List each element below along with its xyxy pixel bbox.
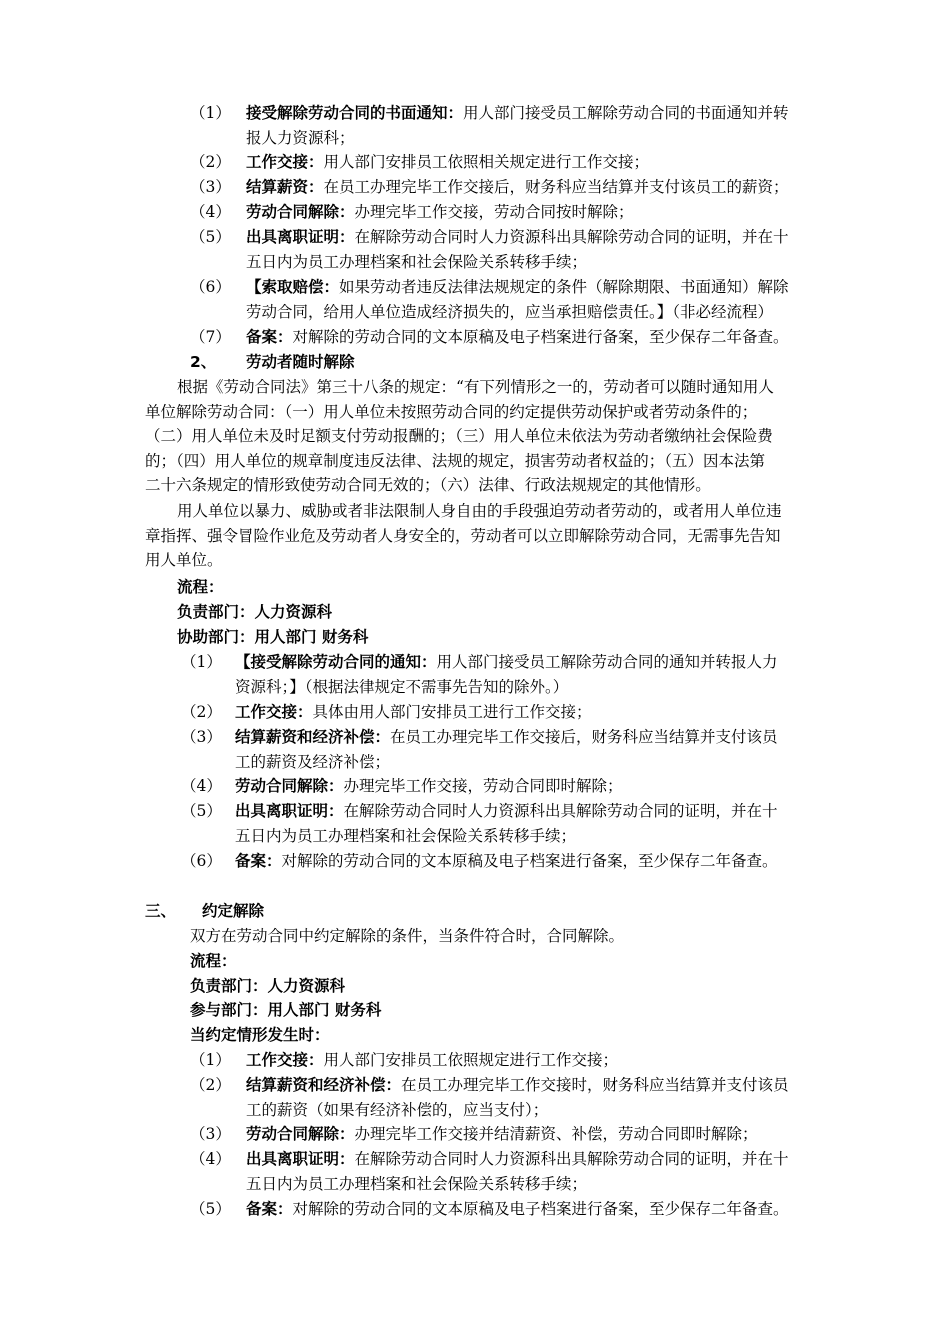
section-title: 劳动者随时解除 [246, 353, 355, 371]
flow-label: 流程： [190, 952, 237, 970]
item-text-continued: 五日内为员工办理档案和社会保险关系转移手续； [235, 826, 577, 845]
item-term: 出具离职证明： [235, 802, 344, 820]
responsible-dept-label: 负责部门：人力资源科 [177, 603, 333, 621]
item-text: 在员工办理完毕工作交接后，财务科应当结算并支付该员 [390, 728, 778, 746]
item-number: （5） [190, 1200, 231, 1218]
item-number: （4） [190, 203, 231, 221]
item-text: 在员工办理完毕工作交接时，财务科应当结算并支付该员 [401, 1076, 789, 1094]
item-text: 办理完毕工作交接，劳动合同即时解除； [343, 777, 623, 795]
item-text-continued: 工的薪资及经济补偿； [235, 752, 391, 771]
item-text: 办理完毕工作交接并结清薪资、补偿，劳动合同即时解除； [354, 1125, 758, 1143]
item-term: 结算薪资和经济补偿： [235, 728, 391, 746]
item-text: 用人部门安排员工依照相关规定进行工作交接； [323, 153, 650, 171]
item-text: 在解除劳动合同时人力资源科出具解除劳动合同的证明，并在十 [343, 802, 778, 820]
item-number: （6） [190, 278, 231, 296]
paragraph-line: 章指挥、强令冒险作业危及劳动者人身安全的，劳动者可以立即解除劳动合同，无需事先告知 [145, 526, 781, 545]
paragraph-line: 根据《劳动合同法》第三十八条的规定：“有下列情形之一的，劳动者可以随时通知用人 [177, 378, 774, 396]
item-text-continued: 劳动合同，给用人单位造成经济损失的，应当承担赔偿责任。】（非必经流程） [246, 302, 774, 321]
item-term: 工作交接： [246, 153, 324, 171]
item-number: （1） [190, 1051, 231, 1069]
item-term: 备案： [246, 328, 293, 346]
item-term: 结算薪资和经济补偿： [246, 1076, 402, 1094]
item-number: （6） [181, 852, 222, 870]
item-text-continued: 工的薪资（如果有经济补偿的，应当支付）； [246, 1100, 549, 1119]
paragraph-line: 二十六条规定的情形致使劳动合同无效的；（六）法律、行政法规规定的其他情形。 [145, 476, 711, 494]
item-text: 在解除劳动合同时人力资源科出具解除劳动合同的证明，并在十 [354, 228, 789, 246]
item-term: 劳动合同解除： [246, 203, 355, 221]
item-term: 工作交接： [246, 1051, 324, 1069]
item-text: 用人部门安排员工依照规定进行工作交接； [323, 1051, 619, 1069]
item-text: 对解除的劳动合同的文本原稿及电子档案进行备案，至少保存二年备查。 [292, 1200, 789, 1218]
section-title: 约定解除 [202, 902, 265, 920]
item-term: 【索取赔偿： [246, 278, 340, 296]
section-intro: 双方在劳动合同中约定解除的条件，当条件符合时，合同解除。 [190, 927, 625, 945]
item-text: 办理完毕工作交接，劳动合同按时解除； [354, 203, 634, 221]
assist-dept-label: 协助部门：用人部门 财务科 [177, 628, 369, 646]
item-term: 接受解除劳动合同的书面通知： [246, 104, 464, 122]
item-text-continued: 五日内为员工办理档案和社会保险关系转移手续； [246, 1174, 588, 1193]
condition-label: 当约定情形发生时： [190, 1026, 330, 1044]
item-text: 对解除的劳动合同的文本原稿及电子档案进行备案，至少保存二年备查。 [281, 852, 778, 870]
item-text: 用人部门接受员工解除劳动合同的通知并转报人力 [436, 653, 778, 671]
item-text: 如果劳动者违反法律法规规定的条件（解除期限、书面通知）解除 [339, 278, 789, 296]
section-number: 2、 [190, 353, 217, 371]
item-number: （1） [190, 104, 231, 122]
participating-dept-label: 参与部门：用人部门 财务科 [190, 1001, 382, 1019]
paragraph [145, 499, 782, 573]
paragraph-line: 用人单位以暴力、威胁或者非法限制人身自由的手段强迫劳动者劳动的，或者用人单位违 [177, 502, 782, 520]
responsible-dept-label: 负责部门：人力资源科 [190, 977, 346, 995]
item-text: 对解除的劳动合同的文本原稿及电子档案进行备案，至少保存二年备查。 [292, 328, 789, 346]
paragraph [145, 375, 774, 498]
item-number: （3） [181, 728, 222, 746]
item-number: （5） [181, 802, 222, 820]
item-number: （2） [190, 1076, 231, 1094]
item-text: 具体由用人部门安排员工进行工作交接； [312, 703, 592, 721]
item-term: 出具离职证明： [246, 228, 355, 246]
item-term: 备案： [235, 852, 282, 870]
flow-label: 流程： [177, 578, 224, 596]
item-text: 在解除劳动合同时人力资源科出具解除劳动合同的证明，并在十 [354, 1150, 789, 1168]
item-term: 劳动合同解除： [246, 1125, 355, 1143]
paragraph-line: 单位解除劳动合同：（一）用人单位未按照劳动合同的约定提供劳动保护或者劳动条件的； [145, 402, 758, 421]
item-number: （7） [190, 328, 231, 346]
item-term: 【接受解除劳动合同的通知： [235, 653, 437, 671]
item-term: 出具离职证明： [246, 1150, 355, 1168]
item-text-continued: 五日内为员工办理档案和社会保险关系转移手续； [246, 252, 588, 271]
item-text: 用人部门接受员工解除劳动合同的书面通知并转 [463, 104, 789, 122]
paragraph-line: （二）用人单位未及时足额支付劳动报酬的；（三）用人单位未依法为劳动者缴纳社会保险费 [145, 427, 773, 445]
paragraph-line: 的；（四）用人单位的规章制度违反法律、法规的规定，损害劳动者权益的；（五）因本法第 [145, 451, 766, 470]
item-number: （1） [181, 653, 222, 671]
item-text: 在员工办理完毕工作交接后，财务科应当结算并支付该员工的薪资； [323, 178, 789, 196]
item-number: （2） [190, 153, 231, 171]
item-number: （3） [190, 178, 231, 196]
item-term: 工作交接： [235, 703, 313, 721]
item-term: 结算薪资： [246, 178, 324, 196]
item-text-continued: 资源科；】（根据法律规定不需事先告知的除外。） [235, 677, 569, 696]
item-number: （4） [181, 777, 222, 795]
item-term: 备案： [246, 1200, 293, 1218]
item-number: （5） [190, 228, 231, 246]
item-number: （4） [190, 1150, 231, 1168]
paragraph-line: 用人单位。 [145, 551, 223, 569]
item-number: （3） [190, 1125, 231, 1143]
item-number: （2） [181, 703, 222, 721]
item-term: 劳动合同解除： [235, 777, 344, 795]
item-text-continued: 报人力资源科； [246, 128, 355, 147]
section-number: 三、 [145, 902, 177, 920]
